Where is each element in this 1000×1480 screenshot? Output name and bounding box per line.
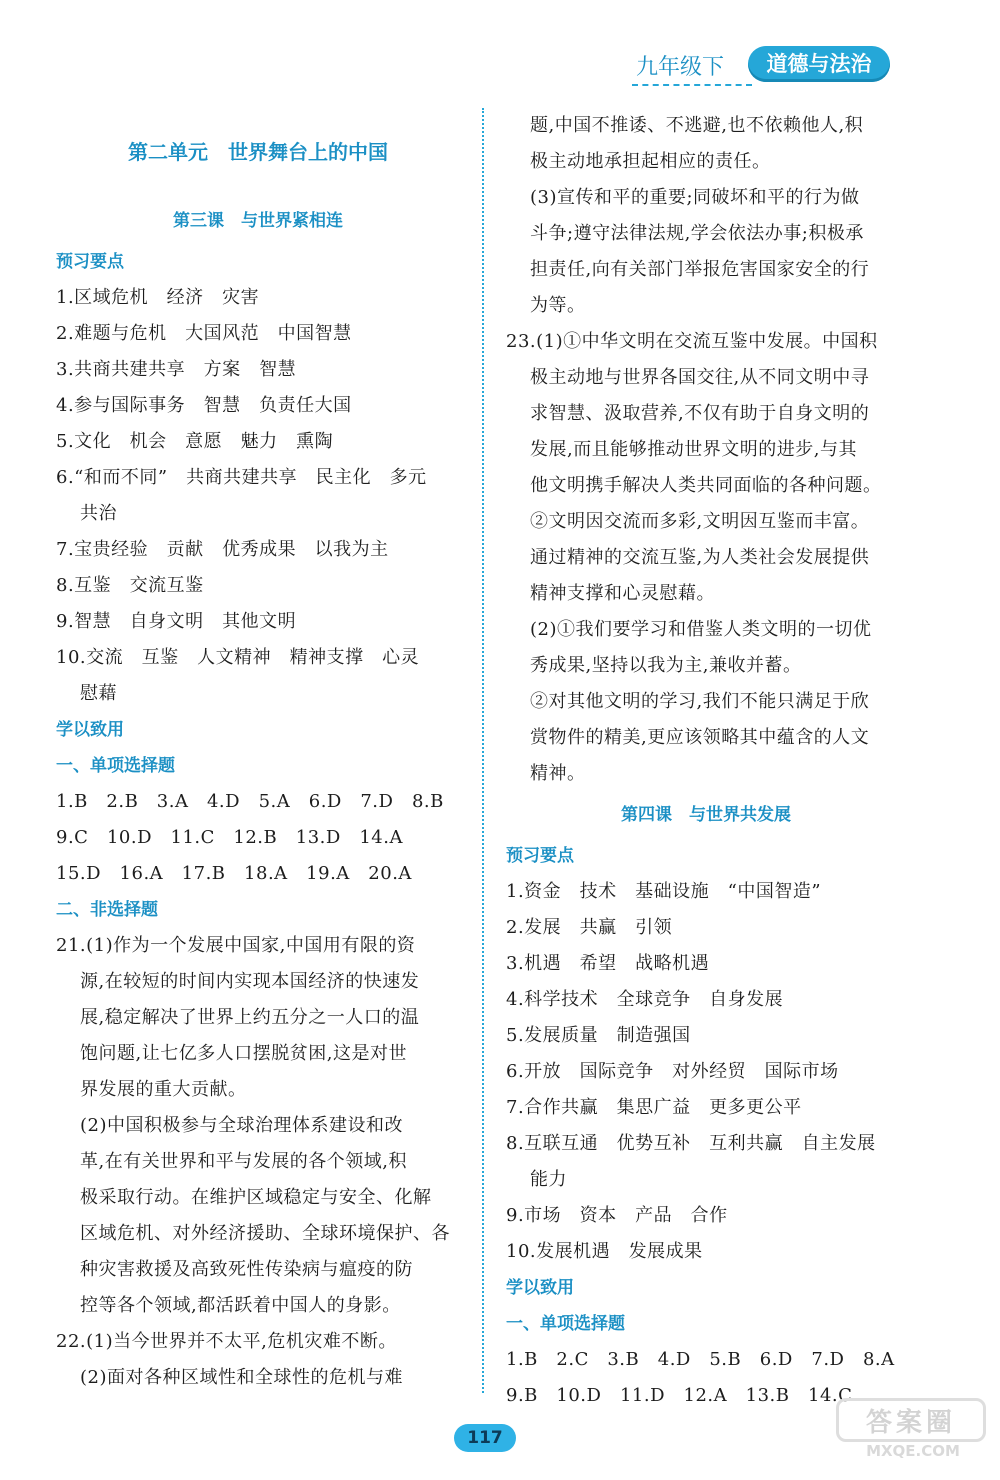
- header-dashed-line: [632, 84, 752, 86]
- text-line: 共治: [80, 503, 117, 524]
- text-line: 4.参与国际事务 智慧 负责任大国: [56, 395, 352, 416]
- text-line: 赏物件的精美,更应该领略其中蕴含的人文: [530, 727, 870, 748]
- watermark-seal: 答案圈: [836, 1398, 986, 1442]
- text-line: 秀成果,坚持以我为主,兼收并蓄。: [530, 655, 802, 676]
- text-line: 6.开放 国际竞争 对外经贸 国际市场: [506, 1061, 839, 1082]
- text-line: (2)中国积极参与全球治理体系建设和改: [80, 1115, 403, 1136]
- text-line: 1.B 2.B 3.A 4.D 5.A 6.D 7.D 8.B: [56, 791, 444, 812]
- text-line: 源,在较短的时间内实现本国经济的快速发: [80, 971, 420, 992]
- text-line: 界发展的重大贡献。: [80, 1079, 247, 1100]
- text-line: 2.难题与危机 大国风范 中国智慧: [56, 323, 352, 344]
- text-line: 求智慧、汲取营养,不仅有助于自身文明的: [530, 403, 870, 424]
- text-line: ②对其他文明的学习,我们不能只满足于欣: [530, 691, 870, 712]
- watermark-site: MXQE.COM: [866, 1442, 960, 1460]
- text-line: 10.交流 互鉴 人文精神 精神支撑 心灵: [56, 647, 420, 668]
- text-line: 3.机遇 希望 战略机遇: [506, 953, 710, 974]
- text-line: 极采取行动。在维护区域稳定与安全、化解: [80, 1187, 432, 1208]
- text-line: 5.文化 机会 意愿 魅力 熏陶: [56, 431, 334, 452]
- text-line: 1.资金 技术 基础设施 “中国智造”: [506, 881, 822, 902]
- text-line: 他文明携手解决人类共同面临的各种问题。: [530, 475, 882, 496]
- text-line: 极主动地与世界各国交往,从不同文明中寻: [530, 367, 870, 388]
- text-line: 发展,而且能够推动世界文明的进步,与其: [530, 439, 857, 460]
- text-line: 2.发展 共赢 引领: [506, 917, 673, 938]
- text-line: 精神支撑和心灵慰藉。: [530, 583, 715, 604]
- text-line: 能力: [530, 1169, 567, 1190]
- text-line: 15.D 16.A 17.B 18.A 19.A 20.A: [56, 863, 412, 884]
- grade-label: 九年级下: [636, 55, 725, 80]
- page-number: 117: [454, 1424, 516, 1452]
- right-column: [506, 108, 906, 1414]
- text-line: 6.“和而不同” 共商共建共享 民主化 多元: [56, 467, 427, 488]
- heading-title: 一、单项选择题: [506, 1314, 625, 1334]
- heading-title: 学以致用: [506, 1278, 574, 1298]
- column-divider: [482, 108, 484, 1393]
- text-line: 斗争;遵守法律法规,学会依法办事;积极承: [530, 223, 864, 244]
- heading-title: 一、单项选择题: [56, 756, 175, 776]
- text-line: 饱问题,让七亿多人口摆脱贫困,这是对世: [80, 1043, 407, 1064]
- lesson-title: 第四课 与世界共发展: [621, 805, 791, 825]
- heading-title: 二、非选择题: [56, 900, 158, 920]
- unit-title: 第二单元 世界舞台上的中国: [128, 140, 388, 164]
- text-line: 8.互联互通 优势互补 互利共赢 自主发展: [506, 1133, 876, 1154]
- text-line: 为等。: [530, 295, 586, 316]
- text-line: 8.互鉴 交流互鉴: [56, 575, 204, 596]
- text-line: 1.B 2.C 3.B 4.D 5.B 6.D 7.D 8.A: [506, 1349, 895, 1370]
- text-line: 区域危机、对外经济援助、全球环境保护、各: [80, 1223, 450, 1244]
- lesson-title: 第三课 与世界紧相连: [173, 211, 343, 231]
- text-line: 3.共商共建共享 方案 智慧: [56, 359, 297, 380]
- text-line: ②文明因交流而多彩,文明因互鉴而丰富。: [530, 511, 870, 532]
- text-line: 担责任,向有关部门举报危害国家安全的行: [530, 259, 870, 280]
- text-line: 展,稳定解决了世界上约五分之一人口的温: [80, 1007, 420, 1028]
- text-line: 种灾害救援及高致死性传染病与瘟疫的防: [80, 1259, 413, 1280]
- text-line: 1.区域危机 经济 灾害: [56, 287, 260, 308]
- text-line: 5.发展质量 制造强国: [506, 1025, 691, 1046]
- text-line: 控等各个领域,都活跃着中国人的身影。: [80, 1295, 401, 1316]
- text-line: 9.市场 资本 产品 合作: [506, 1205, 728, 1226]
- text-line: 精神。: [530, 763, 586, 784]
- text-line: (2)面对各种区域性和全球性的危机与难: [80, 1367, 403, 1388]
- page-header: [632, 46, 894, 86]
- heading-title: 预习要点: [56, 252, 124, 272]
- left-column: [56, 128, 460, 1396]
- text-line: 7.合作共赢 集思广益 更多更公平: [506, 1097, 802, 1118]
- watermark-logo: [836, 1398, 990, 1470]
- text-line: (2)①我们要学习和借鉴人类文明的一切优: [530, 619, 872, 640]
- text-line: 22.(1)当今世界并不太平,危机灾难不断。: [56, 1331, 397, 1352]
- text-line: 7.宝贵经验 贡献 优秀成果 以我为主: [56, 539, 389, 560]
- heading-title: 学以致用: [56, 720, 124, 740]
- text-line: 9.B 10.D 11.D 12.A 13.B 14.C: [506, 1385, 853, 1406]
- text-line: 9.C 10.D 11.C 12.B 13.D 14.A: [56, 827, 403, 848]
- text-line: 慰藉: [80, 683, 117, 704]
- text-line: 极主动地承担起相应的责任。: [530, 151, 771, 172]
- text-line: 9.智慧 自身文明 其他文明: [56, 611, 297, 632]
- text-line: 10.发展机遇 发展成果: [506, 1241, 703, 1262]
- text-line: 题,中国不推诿、不逃避,也不依赖他人,积: [530, 115, 864, 136]
- text-line: 革,在有关世界和平与发展的各个领域,积: [80, 1151, 407, 1172]
- text-line: 4.科学技术 全球竞争 自身发展: [506, 989, 784, 1010]
- text-line: 21.(1)作为一个发展中国家,中国用有限的资: [56, 935, 416, 956]
- heading-title: 预习要点: [506, 846, 574, 866]
- text-line: 23.(1)①中华文明在交流互鉴中发展。中国积: [506, 331, 878, 352]
- text-line: (3)宣传和平的重要;同破坏和平的行为做: [530, 187, 860, 208]
- subject-badge: 道德与法治: [748, 46, 890, 82]
- text-line: 通过精神的交流互鉴,为人类社会发展提供: [530, 547, 870, 568]
